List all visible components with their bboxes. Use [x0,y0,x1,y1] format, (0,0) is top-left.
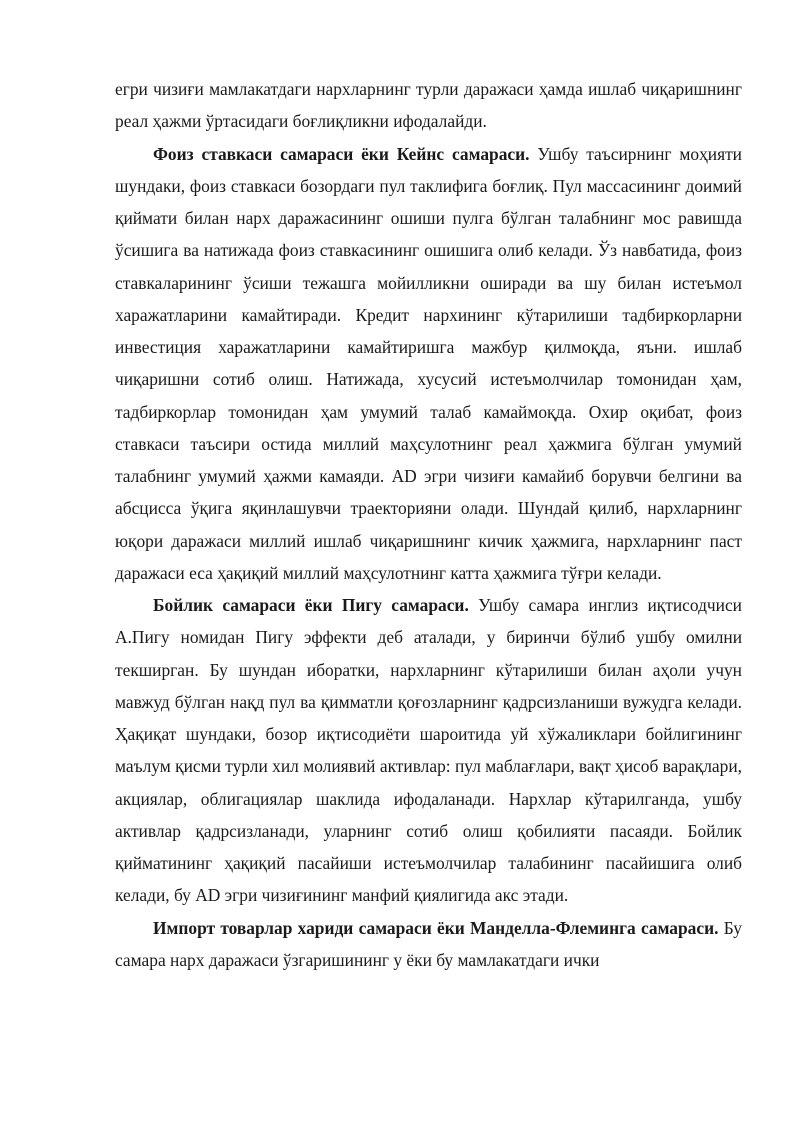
paragraph-mundell-fleming-effect-text: Бу самара нарх даражаси ўзгаришининг у ёки бу мамлакатдаги ички [115,917,742,970]
paragraph-keynes-effect [115,138,742,590]
paragraph-pigou-effect [115,589,742,912]
paragraph-mundell-fleming-effect-heading: Импорт товарлар хариди самараси ёки Манделла-Флеминга самараси. [153,917,719,938]
paragraph-keynes-effect-heading: Фоиз ставкаси самараси ёки Кейнс самараси. [153,143,530,164]
paragraph-pigou-effect-heading: Бойлик самараси ёки Пигу самараси. [153,595,469,615]
paragraph-pigou-effect-text: Ушбу самара инглиз иқтисодчиси А.Пигу номидан Пигу эффекти деб аталади, у биринчи бўлиб ушбу омилни текширган. Бу шундан иборатки, нархларнинг кўтарилиши билан аҳоли учун мавжуд бўлган нақд пул ва қимматли қоғозларнинг қадрсизланиши вужудга келади. Ҳақиқат шундаки, бозор иқтисодиёти шароитида уй хўжаликлари бойлигининг маълум қисми турли хил молиявий активлар: пул маблағлари, вақт ҳисоб варақлари, акциялар, облигациялар шаклида ифодаланади. Нархлар кўтарилганда, ушбу активлар қадрсизланади, уларнинг сотиб олиш қобилияти пасаяди. Бойлик қийматининг ҳақиқий пасайиши истеъмолчилар талабининг пасайишига олиб келади, бу AD эгри чизиғининг манфий қиялигида акс этади. [115,595,742,906]
paragraph-0 [115,73,742,138]
paragraph-mundell-fleming-effect [115,912,742,977]
paragraph-0-text: егри чизиғи мамлакатдаги нархларнинг турли даражаси ҳамда ишлаб чиқаришнинг реал ҳажми ўртасидаги боғлиқликни ифодалайди. [115,79,742,132]
paragraph-keynes-effect-text: Ушбу таъсирнинг моҳияти шундаки, фоиз ставкаси бозордаги пул таклифига боғлиқ. Пул массасининг доимий қиймати билан нарх даражасининг ошиши пулга бўлган талабнинг мос равишда ўсишига ва натижада фоиз ставкасининг ошишига олиб келади. Ўз навбатида, фоиз ставкаларининг ўсиши тежашга мойилликни оширади ва шу билан истеъмол харажатларини камайтиради. Кредит нархининг кўтарилиши тадбиркорларни инвестиция харажатларини камайтиришга мажбур қилмоқда, яъни. ишлаб чиқаришни сотиб олиш. Натижада, хусусий истеъмолчилар томонидан ҳам, тадбиркорлар томонидан ҳам умумий талаб камаймоқда. Охир оқибат, фоиз ставкаси таъсири остида миллий маҳсулотнинг реал ҳажмига бўлган умумий талабнинг умумий ҳажми камаяди. AD эгри чизиғи камайиб борувчи белгини ва абсцисса ўқига яқинлашувчи траекторияни олади. Шундай қилиб, нархларнинг юқори даражаси миллий ишлаб чиқаришнинг кичик ҳажмига, нархларнинг паст даражаси еса ҳақиқий миллий маҳсулотнинг катта ҳажмига тўғри келади. [115,143,742,583]
document-page [115,73,742,976]
